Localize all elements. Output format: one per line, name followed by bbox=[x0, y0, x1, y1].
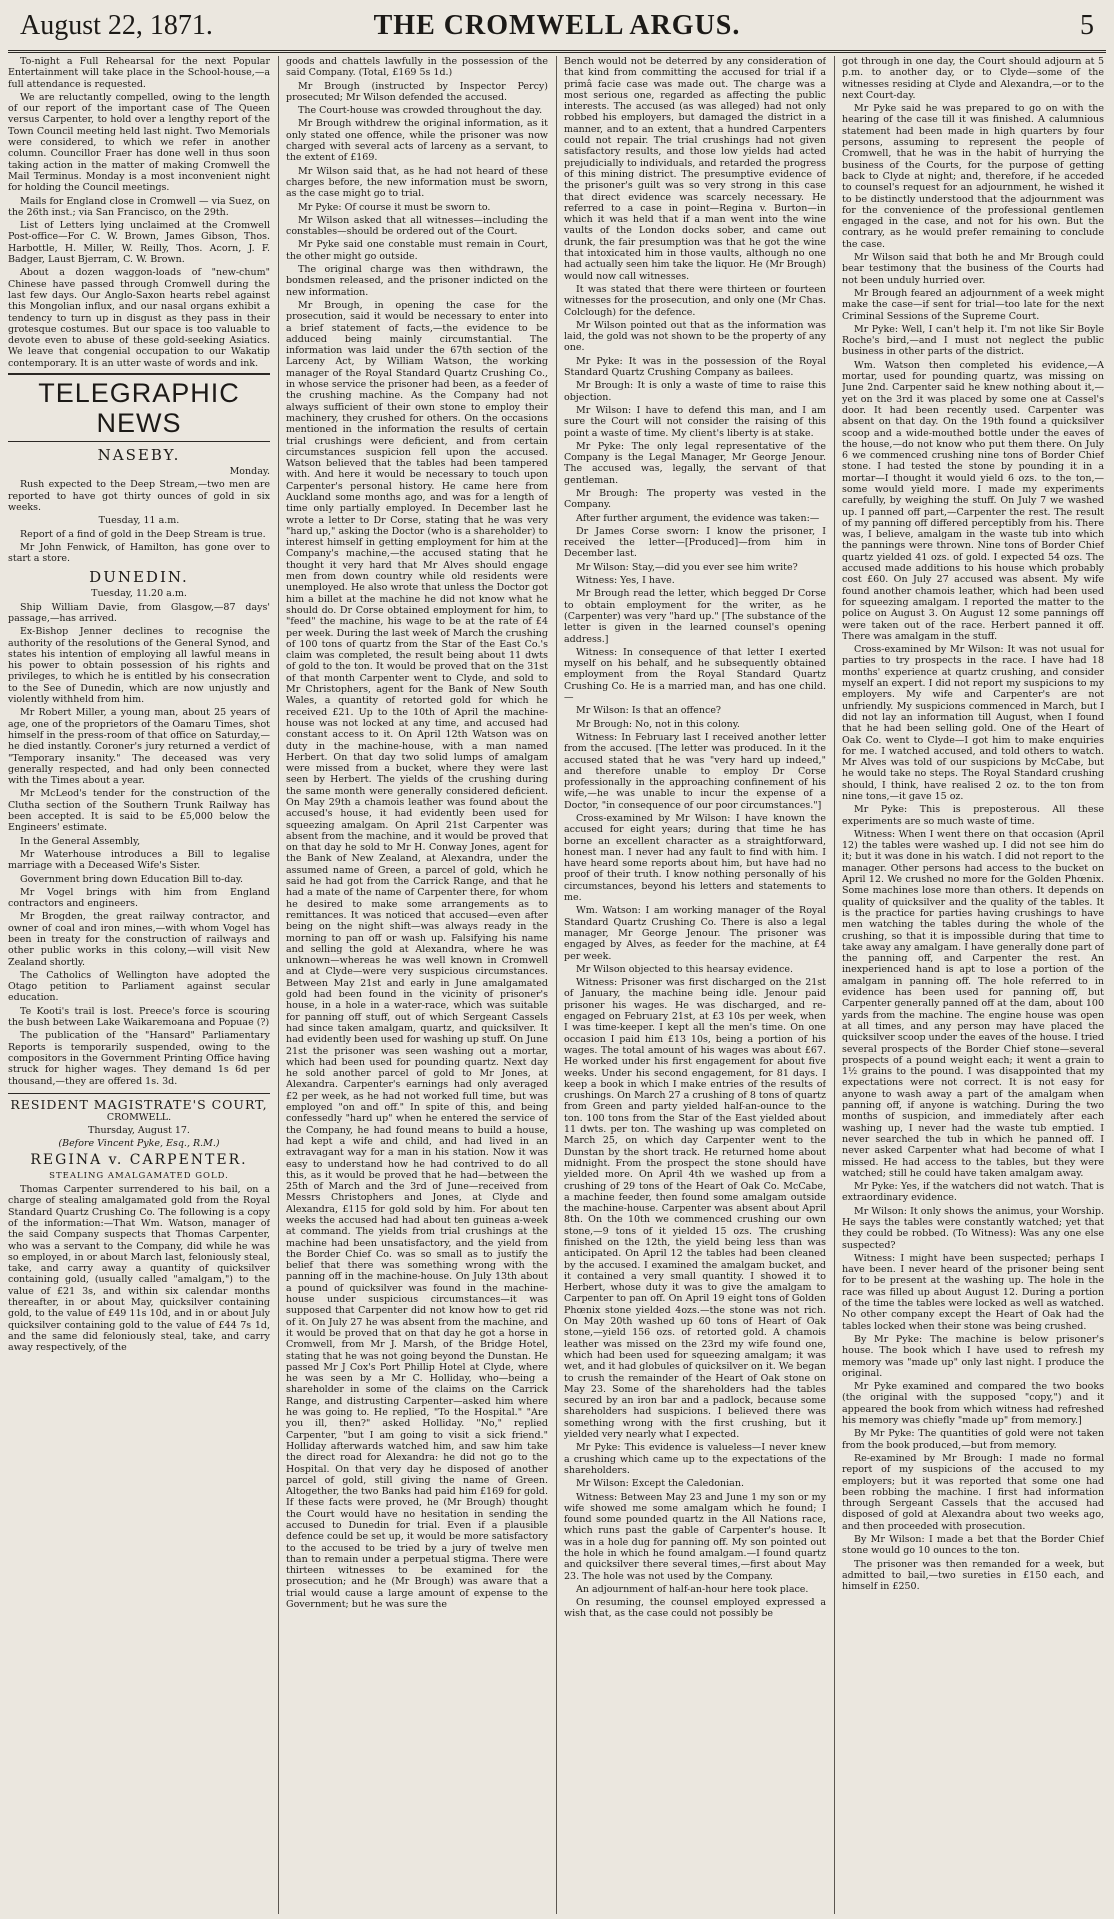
paragraph: Mr Wilson pointed out that as the information was laid, the gold was not shown to be the property of any one. bbox=[564, 319, 826, 354]
masthead bbox=[8, 6, 1106, 53]
paragraph: Witness: When I went there on that occasion (April 12) the tables were washed up. I did not see him do it; but it was done in his watch. I did not report to the manager. Other persons had access to the bucket on April 12. We crushed no more for the Golden Phœnix. Some machines lose more than others. It depends on quality of quicksilver and the quality of the tables. It is the practice for parties having crushings to have men watching the tables during the whole of the crushing, so that it is impossible during that time to take away any amalgam. I have generally done part of the panning off, and Carpenter the rest. An inexperienced hand is apt to lose a portion of the amalgam in panning off. The hole referred to in evidence has been used for panning off, but Carpenter generally panned off at the dam, about 100 yards from the machine. The engine house was open at all times, and any person may have placed the quicksilver scoop under the eaves of the house. I tried several prospects of the Border Chief stone—several prospects of a pound weight each; it went a grain to 1½ grains to the pound. I was disappointed that my expectations were not correct. It is not easy for anyone to wash away a part of the amalgam when panning off, if anyone is watching. During the two months of suspicion, and immediately after each washing up, I never had the waste tub emptied. I never searched the tub in which he panned off. I never asked Carpenter what had become of what I missed. He had access to the tables, but they were watched; still he could have taken amalgam away. bbox=[842, 828, 1104, 1179]
paragraph: Mr Robert Miller, a young man, about 25 years of age, one of the proprietors of the Oamaru Times, shot himself in the press-room of that office on Saturday,—he died instantly. Coroner's jury returned a verdict of "Temporary insanity." The deceased was very generally respected, and had only been connected with the Times about a year. bbox=[8, 707, 270, 787]
paragraph: Mr Brough withdrew the original information, as it only stated one offence, while the prisoner was now charged with several acts of larceny as a servant, to the extent of £169. bbox=[286, 118, 548, 164]
paragraph: Mr Wilson: Except the Caledonian. bbox=[576, 1478, 744, 1490]
paragraph: We are reluctantly compelled, owing to the length of our report of the important case of The Queen versus Carpenter, to hold over a lengthy report of the Town Council meeting held last night. Two Memorials were considered, to which we refer in another column. Councillor Fraer has done well in thus soon taking action in the matter of making Cromwell the Mail Terminus. Monday is a most inconvenient night for holding the Council meetings. bbox=[8, 91, 270, 194]
paragraph: Wm. Watson: I am working manager of the Royal Standard Quartz Crushing Co. There is also a legal manager, Mr George Jenour. The prisoner was engaged by Alves, as feeder for the machine, at £4 per week. bbox=[564, 905, 826, 962]
paragraph: Witness: Yes, I have. bbox=[576, 575, 675, 587]
paragraph: The Catholics of Wellington have adopted the Otago petition to Parliament against secular education. bbox=[8, 969, 270, 1004]
paragraph: By Mr Pyke: The machine is below prisoner's house. The book which I have used to refresh my memory was "made up" only last night. I produce the original. bbox=[842, 1333, 1104, 1379]
column-3 bbox=[564, 56, 826, 1914]
paragraph: Mr Pyke: This is preposterous. All these experiments are so much waste of time. bbox=[842, 804, 1104, 827]
paragraph: Dr James Corse sworn: I know the prisoner, I received the letter—[Produced]—from him in December last. bbox=[564, 525, 826, 560]
paragraph: Ship William Davie, from Glasgow,—87 days' passage,—has arrived. bbox=[8, 601, 270, 624]
column-rule bbox=[278, 56, 279, 1914]
court-heading: RESIDENT MAGISTRATE'S COURT, bbox=[8, 1093, 270, 1112]
section-heading-telegraphic: TELEGRAPHIC NEWS bbox=[8, 373, 270, 442]
paragraph: Re-examined by Mr Brough: I made no formal report of my suspicions of the accused to my employers; but it was reported that some one had been robbing the machine. I first had information through Sergeant Cassels that the accused had disposed of gold at Alexandra about two weeks ago, and then proceeded with prosecution. bbox=[842, 1452, 1104, 1532]
paragraph: Mr Pyke said he was prepared to go on with the hearing of the case till it was finished. A calumnious statement had been made in high quarters by four persons, assuming to represent the people of Cromwell, that he was in the habit of hurrying the business of the Courts, for the purpose of getting back to Clyde at night; and, therefore, if he acceded to counsel's request for an adjournment, he wished it to be distinctly understood that the adjournment was for the convenience of the professional gentlemen engaged in the case, and not for his own. But the contrary, as he would prefer remaining to conclude the case. bbox=[842, 103, 1104, 250]
paragraph: Witness: In February last I received another letter from the accused. [The letter was produced. In it the accused stated that he was "very hard up indeed," and therefore unable to employ Dr Corse professionally in the approaching confinement of his wife,—he was unable to incur the expense of a Doctor, "in consequence of our poor circumstances."] bbox=[564, 731, 826, 811]
paragraph: After further argument, the evidence was taken:— bbox=[576, 512, 820, 524]
case-subtitle: STEALING AMALGAMATED GOLD. bbox=[49, 1170, 229, 1181]
paragraph: Report of a find of gold in the Deep Stream is true. bbox=[20, 528, 266, 540]
paragraph: Witness: I might have been suspected; perhaps I have been. I never heard of the prisoner being sent for to be present at the washing up. The hole in the race was filled up about August 12. During a portion of the time the tables were locked as well as watched. No other company except the Heart of Oak had the tables locked when their stone was being crushed. bbox=[842, 1252, 1104, 1332]
paragraph: Mr Wilson: Is that an offence? bbox=[576, 705, 722, 717]
paragraph: Mr Brough: The property was vested in the Company. bbox=[564, 487, 826, 511]
paragraph: Te Kooti's trail is lost. Preece's force is scouring the bush between Lake Waikaremoana and Popuae (?) bbox=[8, 1005, 270, 1029]
paragraph: It was stated that there were thirteen or fourteen witnesses for the prosecution, and only one (Mr Chas. Colclough) for the defence. bbox=[564, 283, 826, 318]
paragraph: Mr Pyke examined and compared the two books (the original with the supposed "copy,") and it appeared the book from which witness had refreshed his memory was chiefly "made up" from memory.] bbox=[842, 1381, 1104, 1427]
paragraph: Mr Brough, in opening the case for the prosecution, said it would be necessary to enter into a brief statement of facts,—the evidence to be adduced being mainly circumstantial. The information was laid under the 67th section of the Larceny Act, by William Watson, the working manager of the Royal Standard Quartz Crushing Co., in whose service the prisoner had been, as a feeder of the crushing machine. As the Company had not always sufficient of their own stone to employ their machinery, they crushed for others. On the occasions mentioned in the information the results of certain trial crushings were deficient, and from certain circumstances suspicion fell upon the accused. Watson believed that the tables had been tampered with. And here it would be necessary to touch upon Carpenter's personal history. He came here from Auckland some months ago, and was for a length of time only partially employed. In December last he wrote a letter to Dr Corse, stating that he was very "hard up," asking the Doctor (who is a shareholder) to interest himself in getting employment for him at the Company's machine,—the accused stating that he thought it very hard that Mr Alves should engage men from down country while old residents were unemployed. He also wrote that unless the Doctor got him a billet at the machine he did not know what he should do. Dr Corse obtained employment for him, to "feed" the machine, his wage to be at the rate of £4 per week. During the last week of March the crushing of 100 tons of quartz from the Star of the East Co.'s claim was completed, the result being about 11 dwts of gold to the ton. It would be proved that on the 31st of that month Carpenter went to Clyde, and sold to Mr Christophers, agent for the Bank of New South Wales, a quantity of retorted gold for which he received £21. Up to the 10th of April the machine-house was not locked at any time, and accused had constant access to it. On April 12th Watson was on duty in the machine-house, with a man named Herbert. On that day two solid lumps of amalgam were missed from a bucket, where they were last seen by Herbert. The yields of the crushing during the same month were generally considered deficient. On May 29th a chamois leather was found about the accused's house, it had evidently been used for squeezing amalgam. On April 21st Carpenter was absent from the machine, and it would be proved that on that day he sold to Mr H. Conway Jones, agent for the Bank of New Zealand, at Alexandra, under the assumed name of Green, a parcel of gold, which he said he had got from the Carrick Range, and that he had a mate of the name of Carpenter there, for whom he desired to make some arrangements as to remittances. It was noticed that accused—even after being on the night shift—was always ready in the morning to pan off or wash up. Falsifying his name and selling the gold at Alexandra, where he was unknown—whereas he was well known in Cromwell and at Clyde—were very suspicious circumstances. Between May 21st and early in June amalgamated gold had been found in the vicinity of prisoner's house, in a hole in a water-race, which was suitable for panning off stuff, out of which Sergeant Cassels had since taken amalgam, quartz, and quicksilver. It had evidently been used for washing up stuff. On June 21st the prisoner was seen washing out a mortar, which had been used for pounding quartz. Next day he sold another parcel of gold to Mr Jones, at Alexandra. Carpenter's earnings had only averaged £2 per week, as he had not worked full time, but was employed "on and off." In spite of this, and being confessedly "hard up" when he entered the service of the Company, he had found means to build a house, had kept a wife and child, and had lived in an extravagant way for a man in his station. Now it was easy to understand how he had contrived to do all this, as it would be proved that he had—between the 25th of March and the 3rd of June—received from Messrs Christophers and Jones, at Clyde and Alexandra, £115 for gold sold by him. For about ten weeks the accused had had about ten guineas a-week at command. The yields from trial crushings at the machine had been unsatisfactory, and the yield from the Border Chief Co. was so small as to justify the belief that there was something wrong with the panning off in the machine-house. On July 13th about a pound of quicksilver was found in the machine-house under suspicious circumstances—it was supposed that Carpenter did not know how to get rid of it. On July 27 he was absent from the machine, and it would be proved that on that day he got a horse in Cromwell, from Mr J. Marsh, of the Bridge Hotel, stating that he was not going beyond the Dunstan. He passed Mr J Cox's Port Phillip Hotel at Clyde, where he was seen by a Mr C. Holliday, who—being a shareholder in some of the claims on the Carrick Range, and distrusting Carpenter—asked him where he was going to. He replied, "To the Hospital." "Are you ill, then?" asked Holliday. "No," replied Carpenter, "but I am going to visit a sick friend." Holliday afterwards watched him, and saw him take the direct road for Alexandra: he did not go to the Hospital. On that very day he disposed of another parcel of gold, still giving the name of Green. Altogether, the two Banks had paid him £169 for gold. If these facts were proved, he (Mr Brough) thought the Court would have no hesitation in sending the accused to Dunedin for trial. Even if a plausible defence could be set up, it would be more satisfactory to the accused to be tried by a jury of twelve men than to remain under a perpetual stigma. There were thirteen witnesses to be examined for the prosecution; and he (Mr Brough) was aware that a trial would cause a large amount of expense to the Government; but he was sure the bbox=[286, 299, 548, 1611]
paragraph: Wm. Watson then completed his evidence,—A mortar, used for pounding quartz, was missing on June 2nd. Carpenter said he knew nothing about it,—yet on the 3rd it was placed by some one at Cassel's door. It had been recently used. Carpenter was absent on that day. On the 19th found a quicksilver scoop and a wide-mouthed bottle under the eaves of the house,—do not know who put them there. On July 6 we commenced crushing nine tons of Border Chief stone. I had tested the stone by pounding it in a mortar—I thought it would yield 6 ozs. to the ton,—some would yield more. I made my experiments carefully, by weighing the stuff. On July 7 we washed up. I panned off part,—Carpenter the rest. The result of my panning off differed perceptibly from his. There was, I believe, amalgam in the waste tub into which the pannings were thrown. Nine tons of Border Chief quartz yielded 41 ozs. of gold. I expected 54 ozs. The accused made additions to his house which probably cost £60. On July 27 accused was absent. My wife found another chamois leather, which had been used for squeezing amalgam. I reported the matter to the police on August 3. On August 12 some pannings off were taken out of the race. Herbert panned it off. There was amalgam in the stuff. bbox=[842, 359, 1104, 642]
paragraph: Mr Wilson: Stay,—did you ever see him write? bbox=[576, 561, 798, 573]
paragraph: About a dozen waggon-loads of "new-chum" Chinese have passed through Cromwell during the last few days. Our Anglo-Saxon hearts rebel against this Mongolian influx, and our nasal organs exhibit a tendency to turn up in disgust as they pass in their grotesque costumes. But our space is too valuable to devote even to abuse of these gold-seeking Asiatics. We leave that congenial occupation to our Wakatip contemporary. It is an utter waste of words and ink. bbox=[8, 267, 270, 369]
paragraph: Mr Wilson said that, as he had not heard of these charges before, the new information must be sworn, as the case might go to trial. bbox=[286, 165, 548, 200]
paragraph: Mr John Fenwick, of Hamilton, has gone over to start a store. bbox=[8, 541, 270, 565]
paragraph: The publication of the "Hansard" Parliamentary Reports is temporarily suspended, owing to the compositors in the Government Printing Office having struck for higher wages. They demand 1s 6d per thousand,—they are offered 1s. 3d. bbox=[8, 1030, 270, 1087]
column-4 bbox=[842, 56, 1104, 1914]
paragraph: Mr Pyke: Of course it must be sworn to. bbox=[298, 201, 491, 213]
place-heading: NASEBY. bbox=[97, 446, 181, 465]
newspaper-title: THE CROMWELL ARGUS. bbox=[373, 10, 741, 41]
paragraph: Mr Wilson objected to this hearsay evidence. bbox=[576, 963, 794, 975]
paragraph: Thomas Carpenter surrendered to his bail, on a charge of stealing amalgamated gold from the Royal Standard Quartz Crushing Co. The following is a copy of the information:—That Wm. Watson, manager of the said Company suspects that Thomas Carpenter, who was a servant to the Company, did while he was so employed, in or about March last, feloniously steal, take, and carry away a quantity of quicksilver containing gold, (usually called "amalgam,") to the value of £21 3s, and within six calendar months thereafter, in or about May, quicksilver containing gold, to the value of £49 11s 10d, and in or about July quicksilver containing gold to the value of £44 7s 1d, and the same did feloniously steal, take, and carry away respectively, of the bbox=[8, 1184, 270, 1354]
paragraph: Government bring down Education Bill to-day. bbox=[20, 873, 244, 885]
paragraph: The Court-house was crowded throughout the day. bbox=[298, 105, 543, 117]
paragraph: Cross-examined by Mr Wilson: It was not usual for parties to try prospects in the race. I have had 18 months' experience at quartz crushing, and consider myself an expert. I did not report my suspicions to my employers. My wife and Carpenter's are not unfriendly. My suspicions commenced in March, but I did not lay an information till August, when I found that he had been selling gold. One of the Heart of Oak Co. went to Clyde—I got him to make enquiries for me. I watched accused, and told others to watch. Mr Alves was told of our suspicions by McCabe, but he would take no steps. The Royal Standard crushing should, I think, have realised 2 oz. to the ton from nine tons,—it gave 15 oz. bbox=[842, 644, 1104, 802]
paragraph: Mr Pyke said one constable must remain in Court, the other might go outside. bbox=[286, 239, 548, 262]
paragraph: Mails for England close in Cromwell — via Suez, on the 26th inst.; via San Francisco, on the 29th. bbox=[8, 195, 270, 218]
magistrate-line: (Before Vincent Pyke, Esq., R.M.) bbox=[58, 1138, 220, 1150]
paragraph: Ex-Bishop Jenner declines to recognise the authority of the resolutions of the General Synod, and states his intention of employing all lawful means in his power to obtain possession of his rights and privileges, to which he is entitled by his consecration to the See of Dunedin, which are now unjustly and violently withheld from him. bbox=[8, 626, 270, 706]
paragraph: Mr Pyke: This evidence is valueless—I never knew a crushing which came up to the expectations of the shareholders. bbox=[564, 1442, 826, 1476]
dateline: Monday. bbox=[229, 466, 270, 478]
dateline: Tuesday, 11.20 a.m. bbox=[91, 588, 187, 600]
paragraph: The prisoner was then remanded for a week, but admitted to bail,—two sureties in £150 each, and himself in £250. bbox=[842, 1558, 1104, 1593]
case-title: REGINA v. CARPENTER. bbox=[30, 1151, 248, 1168]
paragraph: Witness: Between May 23 and June 1 my son or my wife showed me some amalgam which he found; I found some pounded quartz in the All Nations race, which runs past the gable of Carpenter's house. It was in a hole dug for panning off. My son pointed out the hole in which he found amalgam.—I found quartz and quicksilver there several times,—first about May 23. The hole was not used by the Company. bbox=[564, 1491, 826, 1582]
column-rule bbox=[556, 56, 557, 1914]
paragraph: Witness: Prisoner was first discharged on the 21st of January, the machine being idle. Jenour paid prisoner his wages. He was discharged, and re-engaged on February 21st, at £3 10s per week, when I was time-keeper. I kept all the men's time. On one occasion I paid him £13 10s, being a portion of his wages. The total amount of his wages was about £67. He worked under his first engagement for about five weeks. Under his second engagement, for 81 days. I keep a book in which I make entries of the results of crushings. On March 27 a crushing of 8 tons of quartz from Green and party yielded half-an-ounce to the ton. 100 tons from the Star of the East yielded about 11 dwts. per ton. The washing up was completed on March 25, on which day Carpenter went to the Dunstan by the short track. He returned home about midnight. From the prospect the stone should have yielded more. On April 4th we washed up from a crushing of 29 tons of the Heart of Oak Co. McCabe, a machine feeder, then found some amalgam outside the machine-house. Carpenter was absent about April 8th. On the 10th we commenced crushing our own stone,—9 tons of it yielded 15 ozs. The crushing finished on the 12th, the yield being less than was anticipated. On April 12 the tables had been cleaned by the accused. I examined the amalgam bucket, and it contained a very small quantity. I showed it to Herbert, whose duty it was to give the amalgam to Carpenter to pan off. On April 19 eight tons of Golden Phœnix stone yielded 4ozs.—the stone was not rich. On May 20th washed up 60 tons of Heart of Oak stone,—yield 156 ozs. of retorted gold. A chamois leather was missed on the 23rd my wife found one, which had been used for squeezing amalgam; it was wet, and it had globules of quicksilver on it. We began to crush the remainder of the Heart of Oak stone on May 23. Some of the shareholders had the tables secured by an iron bar and a padlock, because some shareholders had suspicions. I believed there was something wrong with the first crushing, but it yielded very nearly what I expected. bbox=[564, 977, 826, 1441]
paragraph: Mr Pyke: Yes, if the watchers did not watch. That is extraordinary evidence. bbox=[842, 1181, 1104, 1204]
paragraph: By Mr Pyke: The quantities of gold were not taken from the book produced,—but from memory. bbox=[842, 1428, 1104, 1451]
paragraph: Rush expected to the Deep Stream,—two men are reported to have got thirty ounces of gold in six weeks. bbox=[8, 479, 270, 513]
paragraph: Mr Brough feared an adjournment of a week might make the case—if sent for trial—too late for the next Criminal Sessions of the Supreme Court. bbox=[842, 287, 1104, 322]
column-1 bbox=[8, 56, 270, 1914]
paragraph: An adjournment of half-an-hour here took place. bbox=[576, 1583, 809, 1595]
paragraph: By Mr Wilson: I made a bet that the Border Chief stone would go 10 ounces to the ton. bbox=[842, 1534, 1104, 1557]
dateline: Tuesday, 11 a.m. bbox=[98, 515, 180, 527]
paragraph: Mr McLeod's tender for the construction of the Clutha section of the Southern Trunk Railway has been accepted. It is said to be £5,000 below the Engineers' estimate. bbox=[8, 788, 270, 834]
paragraph: In the General Assembly, bbox=[20, 835, 141, 847]
paragraph: To-night a Full Rehearsal for the next Popular Entertainment will take place in the School-house,—a full attendance is requested. bbox=[8, 56, 270, 90]
paragraph: Witness: In consequence of that letter I exerted myself on his behalf, and he subsequently obtained employment from the Royal Standard Quartz Crushing Co. He is a married man, and has one child.— bbox=[564, 646, 826, 704]
court-location: CROMWELL. bbox=[106, 1111, 172, 1123]
paragraph: Cross-examined by Mr Wilson: I have known the accused for eight years; during that time he has borne an excellent character as a straightforward, honest man. I never had any fault to find with him. I have heard some reports about him, but have had no proof of their truth. I know nothing personally of his circumstances, beyond his letters and statements to me. bbox=[564, 813, 826, 904]
column-2 bbox=[286, 56, 548, 1914]
paragraph: Mr Waterhouse introduces a Bill to legalise marriage with a Deceased Wife's Sister. bbox=[8, 848, 270, 872]
paragraph: Mr Wilson: I have to defend this man, and I am sure the Court will not consider the raising of this point a waste of time. My client's liberty is at stake. bbox=[564, 404, 826, 439]
paragraph: Bench would not be deterred by any consideration of that kind from committing the accused for trial if a primâ facie case was made out. The charge was a most serious one, regarded as affecting the public interests. The accused (as was alleged) had not only robbed his employers, but damaged the district in a manner, and to an extent, that a hundred Carpenters could not repair. The trial crushings had not given satisfactory results, and those low yields had acted prejudicially to individuals, and retarded the progress of this mining district. The presumptive evidence of the prisoner's guilt was so very strong in this case that direct evidence was scarcely necessary. He referred to a case in point—Regina v. Burton—in which it was held that if a man went into the wine vaults of the London docks sober, and came out drunk, the fair presumption was that he got the wine that intoxicated him in those vaults, although no one had actually seen him take the liquor. He (Mr Brough) would now call witnesses. bbox=[564, 56, 826, 282]
issue-date: August 22, 1871. bbox=[20, 10, 213, 41]
paragraph: Mr Brough: It is only a waste of time to raise this objection. bbox=[564, 380, 826, 403]
dateline: Thursday, August 17. bbox=[88, 1125, 190, 1137]
paragraph: Mr Wilson asked that all witnesses—including the constables—should be ordered out of the Court. bbox=[286, 214, 548, 238]
paragraph: Mr Brough (instructed by Inspector Percy) prosecuted; Mr Wilson defended the accused. bbox=[286, 80, 548, 103]
paragraph: Mr Brough read the letter, which begged Dr Corse to obtain employment for the writer, as he (Carpenter) was very "hard up." [The substance of the letter is given in the learned counsel's opening address.] bbox=[564, 588, 826, 645]
paragraph: Mr Pyke: Well, I can't help it. I'm not like Sir Boyle Roche's bird,—and I must not neglect the public business in other parts of the district. bbox=[842, 323, 1104, 358]
page-number: 5 bbox=[1080, 10, 1094, 41]
paragraph: Mr Brough: No, not in this colony. bbox=[576, 718, 740, 730]
paragraph: Mr Wilson said that both he and Mr Brough could bear testimony that the business of the Courts had not been unduly hurried over. bbox=[842, 252, 1104, 286]
place-heading: DUNEDIN. bbox=[89, 568, 189, 587]
paragraph: On resuming, the counsel employed expressed a wish that, as the case could not possibly be bbox=[564, 1597, 826, 1620]
paragraph: The original charge was then withdrawn, the bondsmen released, and the prisoner indicted on the new information. bbox=[286, 264, 548, 298]
paragraph: Mr Brogden, the great railway contractor, and owner of coal and iron mines,—with whom Vogel has been in treaty for the construction of railways and other public works in this colony,—will visit New Zealand shortly. bbox=[8, 911, 270, 968]
column-rule bbox=[834, 56, 835, 1914]
paragraph: Mr Pyke: The only legal representative of the Company is the Legal Manager, Mr George Jenour. The accused was, legally, the servant of that gentleman. bbox=[564, 440, 826, 486]
paragraph: Mr Wilson: It only shows the animus, your Worship. He says the tables were constantly watched; yet that they could be robbed. (To Witness): Was any one else suspected? bbox=[842, 1205, 1104, 1251]
paragraph: got through in one day, the Court should adjourn at 5 p.m. to another day, or to Clyde—some of the witnesses residing at Clyde and Alexandra,—or to the next Court-day. bbox=[842, 56, 1104, 101]
paragraph: Mr Vogel brings with him from England contractors and engineers. bbox=[8, 886, 270, 910]
paragraph: goods and chattels lawfully in the possession of the said Company. (Total, £169 5s 1d.) bbox=[286, 56, 548, 79]
paragraph: List of Letters lying unclaimed at the Cromwell Post-office—For C. W. Brown, James Gibson, Thos. Harbottle, H. Miller, W. Reilly, Thos. Acorn, J. F. Badger, Laust Bjerram, C. W. Brown. bbox=[8, 220, 270, 266]
paragraph: Mr Pyke: It was in the possession of the Royal Standard Quartz Crushing Company as bailees. bbox=[564, 355, 826, 379]
